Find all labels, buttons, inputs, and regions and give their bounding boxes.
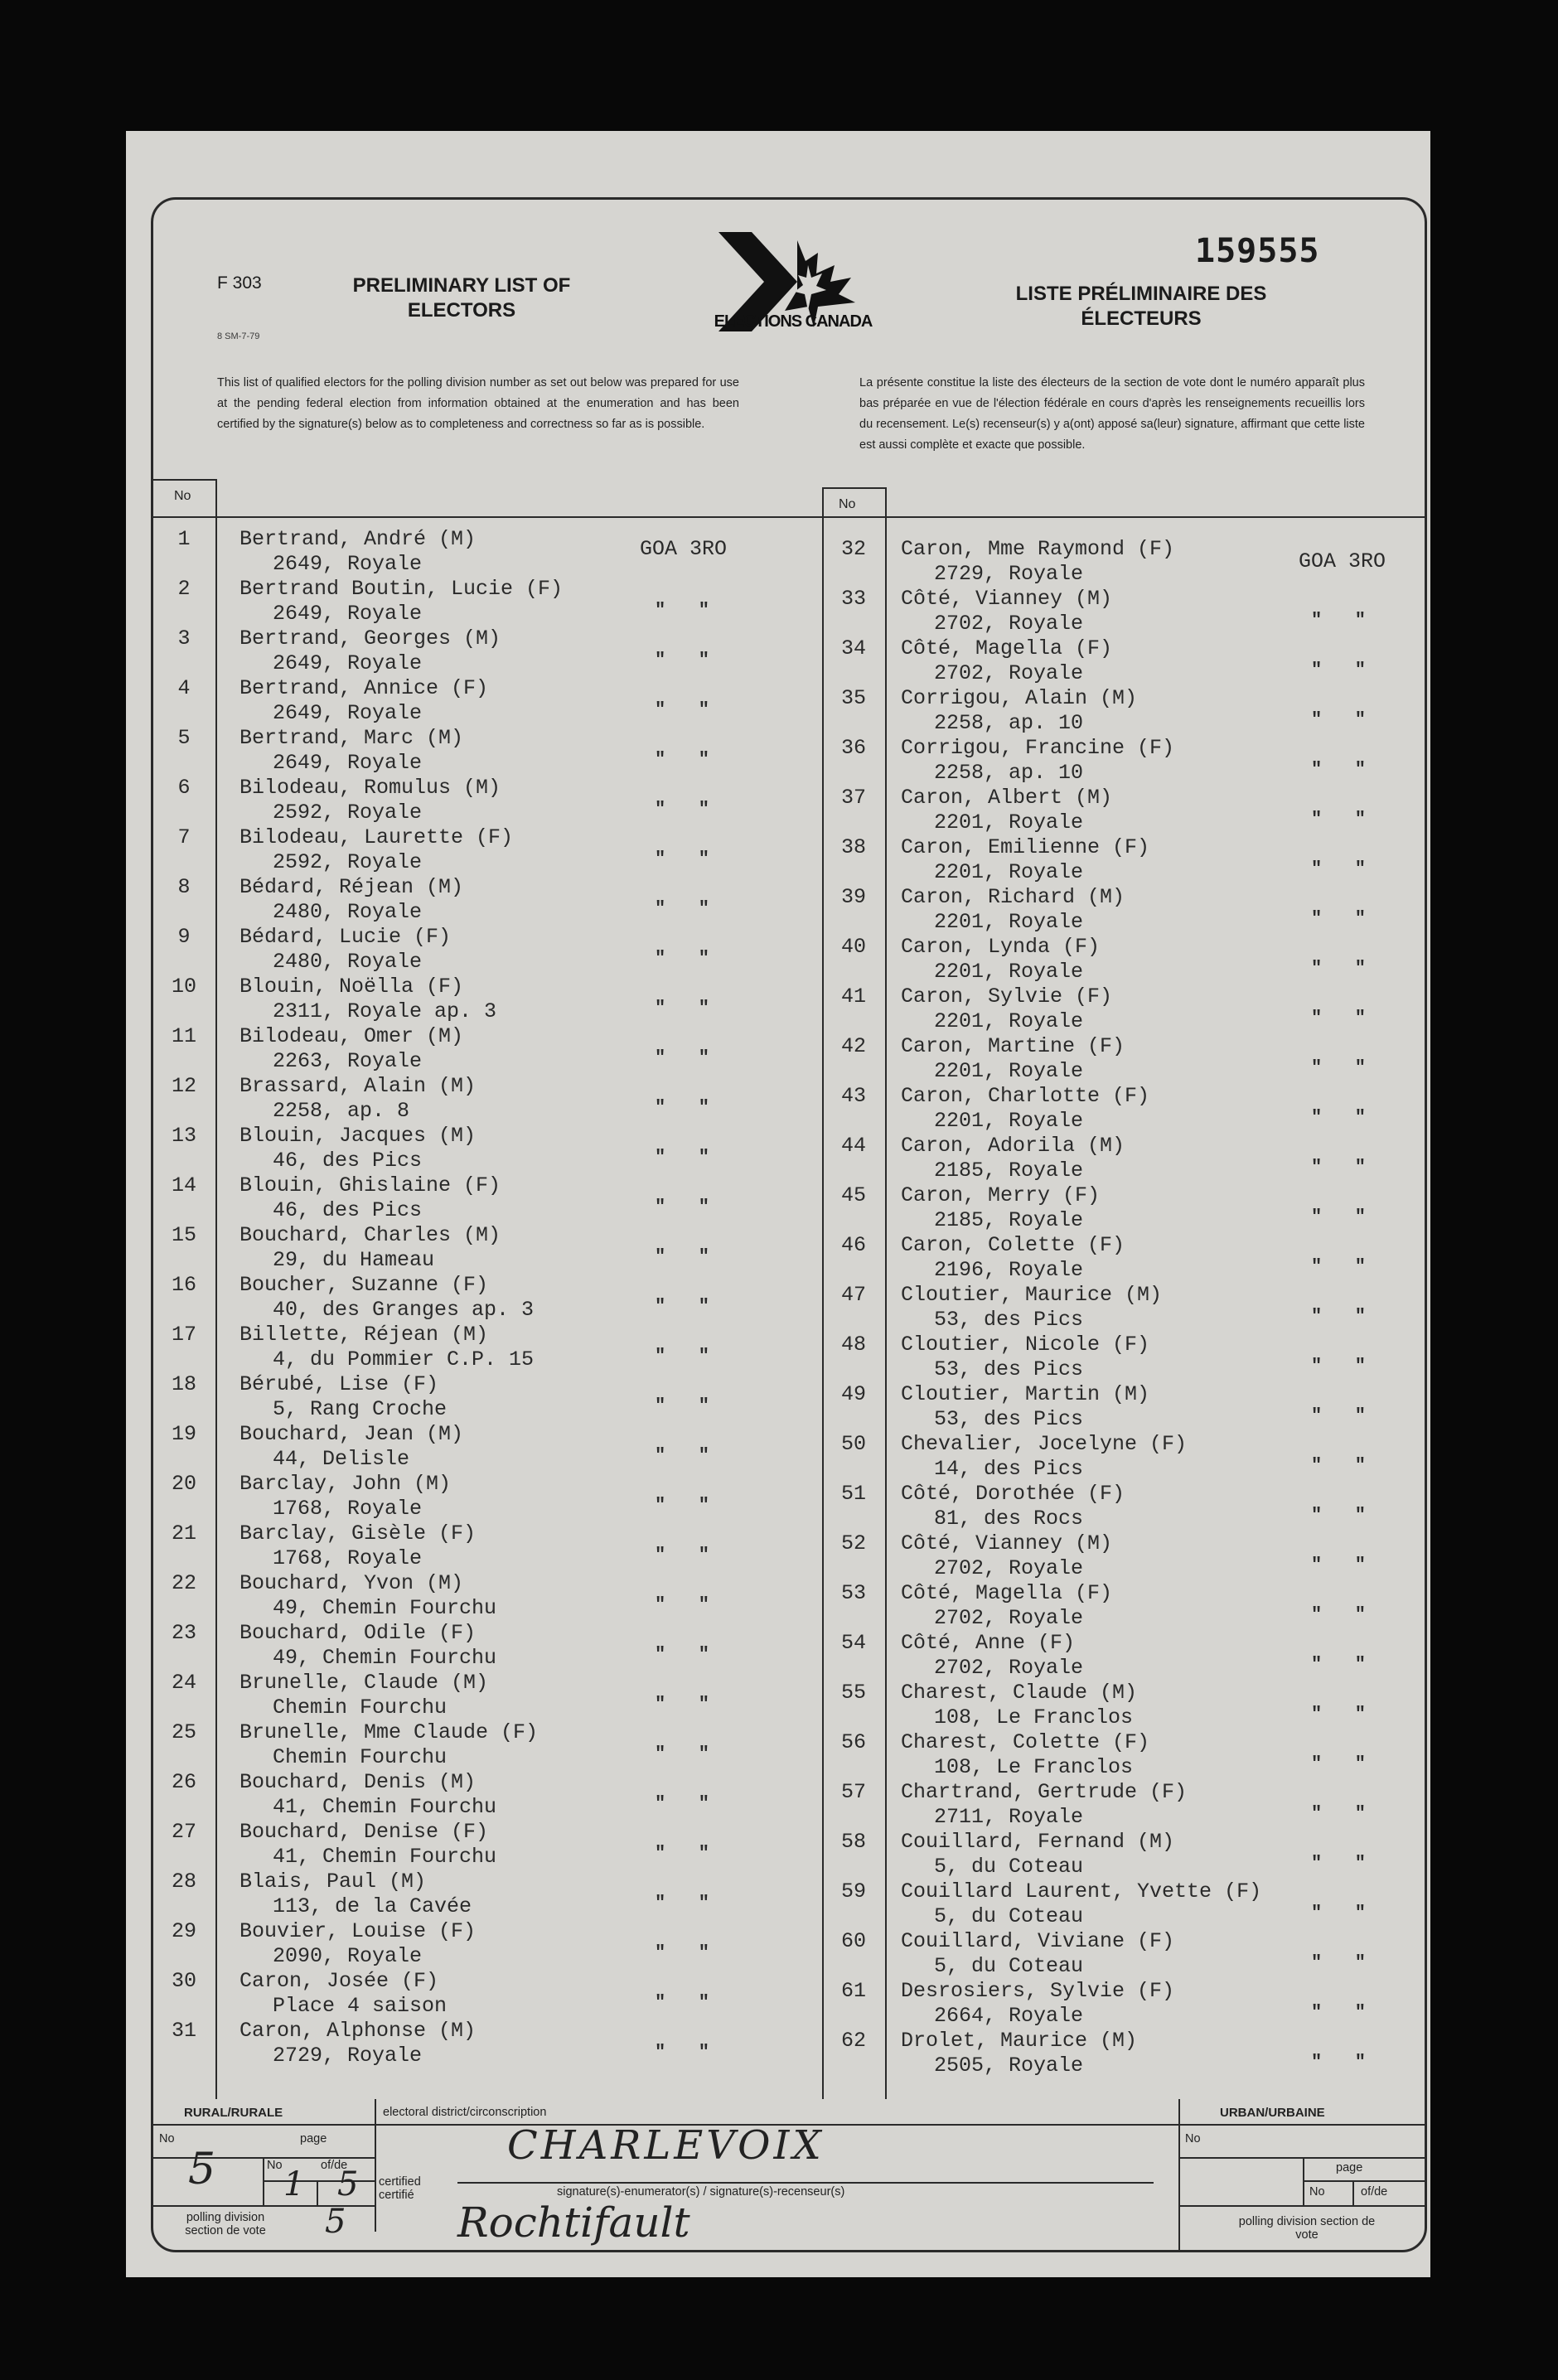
elector-number: 28 <box>171 1870 196 1894</box>
elector-name: Couillard, Fernand (M) <box>901 1830 1175 1854</box>
title-english: PRELIMINARY LIST OF ELECTORS <box>352 274 571 322</box>
ditto-mark: " " <box>655 749 710 770</box>
polling-value: 5 <box>325 2203 346 2241</box>
elector-number: 8 <box>177 875 191 899</box>
elector-name: Charest, Claude (M) <box>901 1681 1138 1705</box>
elector-address: 29, du Hameau <box>273 1248 435 1272</box>
elector-number: 57 <box>840 1780 866 1804</box>
elector-address: 2185, Royale <box>934 1208 1084 1232</box>
elector-address: 2258, ap. 10 <box>934 761 1084 785</box>
elector-name: Bertrand, Marc (M) <box>240 726 464 750</box>
elector-number: 49 <box>840 1382 866 1406</box>
elector-name: Bilodeau, Romulus (M) <box>240 776 501 800</box>
footer <box>151 2099 1427 2252</box>
elector-name: Barclay, Gisèle (F) <box>240 1521 477 1546</box>
elector-number: 33 <box>840 587 866 611</box>
elector-number: 53 <box>840 1581 866 1605</box>
elector-address: 2649, Royale <box>273 651 423 675</box>
elector-address: 2592, Royale <box>273 801 423 825</box>
ditto-mark: " " <box>655 600 710 621</box>
elector-name: Bouchard, Yvon (M) <box>240 1571 464 1595</box>
elector-name: Bertrand, Georges (M) <box>240 626 501 651</box>
elector-name: Cloutier, Nicole (F) <box>901 1333 1150 1357</box>
ditto-mark: " " <box>1311 1008 1367 1028</box>
ditto-mark: " " <box>655 1992 710 2013</box>
elector-address: 2729, Royale <box>934 562 1084 586</box>
elector-name: Bouchard, Jean (M) <box>240 1422 464 1446</box>
elector-address: Place 4 saison <box>273 1994 448 2018</box>
elector-address: 4, du Pommier C.P. 15 <box>273 1347 535 1371</box>
footer-rule <box>1352 2180 1354 2205</box>
elector-address: 49, Chemin Fourchu <box>273 1596 497 1620</box>
rural-label: RURAL/RURALE <box>184 2106 283 2120</box>
postal-code-right: GOA 3RO <box>1299 549 1386 573</box>
ditto-mark: " " <box>655 799 710 820</box>
ditto-mark: " " <box>1311 1157 1367 1178</box>
elector-name: Blouin, Jacques (M) <box>240 1124 477 1148</box>
ditto-mark: " " <box>1311 1704 1367 1725</box>
elector-number: 22 <box>171 1571 196 1595</box>
ditto-mark: " " <box>655 998 710 1018</box>
elector-address: 81, des Rocs <box>934 1507 1084 1531</box>
elector-number: 17 <box>171 1323 196 1347</box>
elector-number: 30 <box>171 1969 196 1993</box>
ditto-mark: " " <box>655 1197 710 1217</box>
ditto-mark: " " <box>655 1942 710 1963</box>
elector-number: 40 <box>840 935 866 959</box>
elector-address: 2201, Royale <box>934 810 1084 834</box>
ditto-mark: " " <box>655 1694 710 1715</box>
elector-number: 60 <box>840 1929 866 1953</box>
elector-address: 5, du Coteau <box>934 1855 1084 1879</box>
elector-address: 113, de la Cavée <box>273 1894 472 1918</box>
elector-address: 2201, Royale <box>934 1109 1084 1133</box>
urban-of-label: of/de <box>1361 2185 1388 2199</box>
elector-name: Caron, Martine (F) <box>901 1034 1125 1058</box>
elector-address: 2258, ap. 8 <box>273 1099 410 1123</box>
elector-address: 2201, Royale <box>934 860 1084 884</box>
column-header-no: No <box>174 489 191 503</box>
elector-name: Caron, Merry (F) <box>901 1183 1101 1207</box>
elector-name: Caron, Albert (M) <box>901 786 1113 810</box>
table-rule <box>822 487 824 2099</box>
elector-address: 53, des Pics <box>934 1407 1084 1431</box>
ditto-mark: " " <box>655 948 710 969</box>
elector-number: 50 <box>840 1432 866 1456</box>
ditto-mark: " " <box>655 699 710 720</box>
elector-name: Côté, Magella (F) <box>901 636 1113 660</box>
ditto-mark: " " <box>1311 709 1367 730</box>
certified-label: certified certifié <box>379 2175 421 2202</box>
ditto-mark: " " <box>655 1445 710 1466</box>
elector-address: 2649, Royale <box>273 552 423 576</box>
elector-address: 46, des Pics <box>273 1149 423 1173</box>
elector-name: Côté, Vianney (M) <box>901 587 1113 611</box>
elector-number: 48 <box>840 1333 866 1357</box>
elector-address: 2702, Royale <box>934 612 1084 636</box>
ditto-mark: " " <box>1311 1952 1367 1973</box>
urban-page-no-label: No <box>1309 2185 1325 2199</box>
form-number: F 303 <box>217 273 262 293</box>
elector-number: 25 <box>171 1720 196 1744</box>
column-header-no: No <box>839 497 856 511</box>
elector-number: 58 <box>840 1830 866 1854</box>
elector-name: Caron, Sylvie (F) <box>901 984 1113 1009</box>
ditto-mark: " " <box>655 1744 710 1764</box>
elector-name: Bouvier, Louise (F) <box>240 1919 477 1943</box>
ditto-mark: " " <box>1311 1057 1367 1078</box>
ditto-mark: " " <box>655 1147 710 1168</box>
ditto-mark: " " <box>655 1396 710 1416</box>
elector-number: 47 <box>840 1283 866 1307</box>
elector-number: 61 <box>840 1979 866 2003</box>
elector-number: 34 <box>840 636 866 660</box>
elector-name: Bouchard, Denis (M) <box>240 1770 477 1794</box>
elector-address: 2311, Royale ap. 3 <box>273 999 497 1023</box>
elector-address: 5, du Coteau <box>934 1954 1084 1978</box>
elector-number: 1 <box>177 527 191 551</box>
elector-name: Caron, Emilienne (F) <box>901 835 1150 859</box>
elector-address: Chemin Fourchu <box>273 1745 448 1769</box>
elector-name: Caron, Charlotte (F) <box>901 1084 1150 1108</box>
elector-name: Bertrand Boutin, Lucie (F) <box>240 577 564 601</box>
rural-no-value: 5 <box>188 2145 216 2194</box>
form-subcode: 8 SM-7-79 <box>217 331 260 341</box>
elector-number: 10 <box>171 975 196 999</box>
elector-name: Bédard, Réjean (M) <box>240 875 464 899</box>
page-label: page <box>300 2132 327 2145</box>
elector-address: 14, des Pics <box>934 1457 1084 1481</box>
ditto-mark: " " <box>1311 1555 1367 1575</box>
of-label: of/de <box>321 2159 348 2172</box>
title-french: LISTE PRÉLIMINAIRE DES ÉLECTEURS <box>1015 283 1267 330</box>
ditto-mark: " " <box>655 1047 710 1068</box>
ditto-mark: " " <box>1311 2052 1367 2073</box>
ditto-mark: " " <box>655 898 710 919</box>
ditto-mark: " " <box>655 1793 710 1814</box>
page-no-label: No <box>267 2159 283 2172</box>
elector-number: 3 <box>177 626 191 651</box>
ditto-mark: " " <box>1311 1356 1367 1376</box>
elector-number: 18 <box>171 1372 196 1396</box>
elector-number: 12 <box>171 1074 196 1098</box>
ditto-mark: " " <box>1311 1754 1367 1774</box>
elector-address: 1768, Royale <box>273 1546 423 1570</box>
elector-address: 49, Chemin Fourchu <box>273 1646 497 1670</box>
ditto-mark: " " <box>655 2042 710 2063</box>
elector-name: Cloutier, Martin (M) <box>901 1382 1150 1406</box>
elector-name: Côté, Vianney (M) <box>901 1531 1113 1555</box>
elector-name: Bilodeau, Laurette (F) <box>240 825 514 849</box>
elector-name: Blouin, Ghislaine (F) <box>240 1173 501 1197</box>
elector-number: 39 <box>840 885 866 909</box>
elector-name: Bédard, Lucie (F) <box>240 925 452 949</box>
elector-name: Bouchard, Charles (M) <box>240 1223 501 1247</box>
elector-number: 27 <box>171 1820 196 1844</box>
elector-address: 53, des Pics <box>934 1308 1084 1332</box>
elector-address: 2196, Royale <box>934 1258 1084 1282</box>
elector-number: 19 <box>171 1422 196 1446</box>
elector-number: 56 <box>840 1730 866 1754</box>
elector-number: 26 <box>171 1770 196 1794</box>
elector-address: 2711, Royale <box>934 1805 1084 1829</box>
ditto-mark: " " <box>1311 1505 1367 1526</box>
district-label: electoral district/circonscription <box>383 2106 547 2119</box>
elector-name: Blais, Paul (M) <box>240 1870 427 1894</box>
ditto-mark: " " <box>1311 958 1367 979</box>
elector-address: 2201, Royale <box>934 1059 1084 1083</box>
ditto-mark: " " <box>1311 1207 1367 1227</box>
elector-number: 20 <box>171 1472 196 1496</box>
elector-name: Bouchard, Odile (F) <box>240 1621 477 1645</box>
footer-rule <box>1178 2205 1427 2207</box>
elector-address: 2201, Royale <box>934 910 1084 934</box>
elector-address: 2201, Royale <box>934 1009 1084 1033</box>
elector-number: 13 <box>171 1124 196 1148</box>
elector-name: Corrigou, Alain (M) <box>901 686 1138 710</box>
elector-number: 31 <box>171 2019 196 2043</box>
elector-name: Côté, Dorothée (F) <box>901 1482 1125 1506</box>
electors-table <box>151 479 1427 2099</box>
elector-number: 9 <box>177 925 191 949</box>
elector-address: 2480, Royale <box>273 950 423 974</box>
logo-wordmark: ELECTIONS CANADA <box>714 312 873 331</box>
elector-name: Cloutier, Maurice (M) <box>901 1283 1163 1307</box>
ditto-mark: " " <box>655 1893 710 1913</box>
elector-number: 36 <box>840 736 866 760</box>
urban-polling-label: polling division section de vote <box>1238 2215 1376 2242</box>
elector-address: 2729, Royale <box>273 2044 423 2068</box>
ditto-mark: " " <box>655 1545 710 1565</box>
elector-name: Boucher, Suzanne (F) <box>240 1273 489 1297</box>
signature-label: signature(s)-enumerator(s) / signature(s)-recenseur(s) <box>557 2185 845 2199</box>
elector-number: 4 <box>177 676 191 700</box>
ditto-mark: " " <box>655 1594 710 1615</box>
table-rule <box>822 487 885 489</box>
elector-address: 5, Rang Croche <box>273 1397 448 1421</box>
ditto-mark: " " <box>1311 1853 1367 1874</box>
elector-address: 2702, Royale <box>934 1606 1084 1630</box>
elector-number: 52 <box>840 1531 866 1555</box>
elector-name: Barclay, John (M) <box>240 1472 452 1496</box>
elector-number: 35 <box>840 686 866 710</box>
ditto-mark: " " <box>1311 1604 1367 1625</box>
intro-english: This list of qualified electors for the polling division number as set out below was prepared for use at the pending federal election from information obtained at the enumeration and has been certified by the signature(s) below as to completeness and correctness so far as is possible. <box>217 376 739 431</box>
elector-name: Desrosiers, Sylvie (F) <box>901 1979 1175 2003</box>
ditto-mark: " " <box>655 1843 710 1864</box>
elector-name: Brunelle, Mme Claude (F) <box>240 1720 539 1744</box>
elector-number: 5 <box>177 726 191 750</box>
ditto-mark: " " <box>1311 2002 1367 2023</box>
table-rule <box>151 479 217 481</box>
postal-code-left: GOA 3RO <box>640 537 728 561</box>
page-no-value: 1 <box>283 2165 305 2203</box>
elector-name: Charest, Colette (F) <box>901 1730 1150 1754</box>
elector-address: 2702, Royale <box>934 1556 1084 1580</box>
elector-address: 46, des Pics <box>273 1198 423 1222</box>
elector-name: Bilodeau, Omer (M) <box>240 1024 464 1048</box>
urban-page-label: page <box>1336 2161 1363 2174</box>
elector-number: 54 <box>840 1631 866 1655</box>
elector-name: Caron, Mme Raymond (F) <box>901 537 1175 561</box>
ditto-mark: " " <box>1311 660 1367 680</box>
ditto-mark: " " <box>1311 1903 1367 1923</box>
ditto-mark: " " <box>1311 908 1367 929</box>
elector-address: 41, Chemin Fourchu <box>273 1845 497 1869</box>
ditto-mark: " " <box>1311 859 1367 879</box>
elector-name: Bertrand, André (M) <box>240 527 477 551</box>
elector-name: Brassard, Alain (M) <box>240 1074 477 1098</box>
urban-no-label: No <box>1185 2132 1201 2145</box>
elector-number: 15 <box>171 1223 196 1247</box>
ditto-mark: " " <box>1311 1455 1367 1476</box>
elector-number: 37 <box>840 786 866 810</box>
elector-number: 24 <box>171 1671 196 1695</box>
elector-address: 1768, Royale <box>273 1497 423 1521</box>
elector-address: 2258, ap. 10 <box>934 711 1084 735</box>
elector-address: 2649, Royale <box>273 602 423 626</box>
elector-number: 38 <box>840 835 866 859</box>
elector-name: Bérubé, Lise (F) <box>240 1372 439 1396</box>
footer-rule <box>1303 2180 1427 2182</box>
table-rule <box>885 487 887 2099</box>
elector-address: 2505, Royale <box>934 2053 1084 2078</box>
urban-label: URBAN/URBAINE <box>1220 2106 1325 2120</box>
serial-number: 159555 <box>1195 232 1320 270</box>
elector-name: Bouchard, Denise (F) <box>240 1820 489 1844</box>
footer-rule <box>375 2099 376 2232</box>
ditto-mark: " " <box>1311 1256 1367 1277</box>
ditto-mark: " " <box>1311 610 1367 631</box>
elector-number: 59 <box>840 1879 866 1904</box>
elector-number: 23 <box>171 1621 196 1645</box>
elector-address: 2201, Royale <box>934 960 1084 984</box>
elector-address: 41, Chemin Fourchu <box>273 1795 497 1819</box>
ditto-mark: " " <box>655 1296 710 1317</box>
elector-address: 2090, Royale <box>273 1944 423 1968</box>
elector-name: Caron, Lynda (F) <box>901 935 1101 959</box>
elector-name: Caron, Colette (F) <box>901 1233 1125 1257</box>
elector-address: 2649, Royale <box>273 751 423 775</box>
elector-number: 11 <box>171 1024 196 1048</box>
elector-name: Drolet, Maurice (M) <box>901 2029 1138 2053</box>
elector-name: Côté, Anne (F) <box>901 1631 1076 1655</box>
elector-address: 5, du Coteau <box>934 1904 1084 1928</box>
ditto-mark: " " <box>655 1644 710 1665</box>
elector-address: 2480, Royale <box>273 900 423 924</box>
elector-name: Caron, Adorila (M) <box>901 1134 1125 1158</box>
ditto-mark: " " <box>655 1346 710 1367</box>
elector-number: 43 <box>840 1084 866 1108</box>
intro-french: La présente constitue la liste des électeurs de la section de vote dont le numéro apparaît plus bas préparée en vue de l'élection fédérale en cours d'après les renseignements recueillis lors du recensement. Le(s) recenseur(s) y a(ont) apposé sa(leur) signature, affirmant que cette liste est aussi complète et exacte que possible. <box>859 376 1365 452</box>
elector-address: 2702, Royale <box>934 1656 1084 1680</box>
elector-number: 51 <box>840 1482 866 1506</box>
ditto-mark: " " <box>1311 1803 1367 1824</box>
elector-name: Caron, Josée (F) <box>240 1969 439 1993</box>
elector-address: 2592, Royale <box>273 850 423 874</box>
elector-address: 108, Le Franclos <box>934 1705 1134 1729</box>
table-rule <box>151 516 1427 518</box>
elector-number: 29 <box>171 1919 196 1943</box>
elector-name: Chartrand, Gertrude (F) <box>901 1780 1188 1804</box>
elector-name: Couillard Laurent, Yvette (F) <box>901 1879 1262 1904</box>
enumerator-signature: Rochtifault <box>457 2199 690 2247</box>
elector-name: Bertrand, Annice (F) <box>240 676 489 700</box>
ditto-mark: " " <box>655 1097 710 1118</box>
elector-name: Blouin, Noëlla (F) <box>240 975 464 999</box>
footer-rule <box>317 2180 318 2205</box>
ditto-mark: " " <box>1311 809 1367 830</box>
ditto-mark: " " <box>655 1246 710 1267</box>
elector-name: Côté, Magella (F) <box>901 1581 1113 1605</box>
elector-number: 44 <box>840 1134 866 1158</box>
elector-number: 41 <box>840 984 866 1009</box>
ditto-mark: " " <box>1311 1107 1367 1128</box>
elector-address: 2664, Royale <box>934 2004 1084 2028</box>
elector-number: 32 <box>840 537 866 561</box>
elector-number: 2 <box>177 577 191 601</box>
elector-number: 14 <box>171 1173 196 1197</box>
elector-number: 55 <box>840 1681 866 1705</box>
page-of-value: 5 <box>337 2165 359 2203</box>
elector-address: 53, des Pics <box>934 1357 1084 1381</box>
elector-name: Caron, Alphonse (M) <box>240 2019 477 2043</box>
ditto-mark: " " <box>655 650 710 670</box>
elector-number: 7 <box>177 825 191 849</box>
elector-address: 2649, Royale <box>273 701 423 725</box>
elector-name: Billette, Réjean (M) <box>240 1323 489 1347</box>
elector-address: 2185, Royale <box>934 1159 1084 1183</box>
elector-name: Couillard, Viviane (F) <box>901 1929 1175 1953</box>
elector-number: 45 <box>840 1183 866 1207</box>
polling-label: polling division section de vote <box>185 2211 266 2237</box>
footer-rule <box>1178 2099 1180 2252</box>
elector-address: 2263, Royale <box>273 1049 423 1073</box>
elector-name: Brunelle, Claude (M) <box>240 1671 489 1695</box>
ditto-mark: " " <box>655 849 710 869</box>
elector-address: 108, Le Franclos <box>934 1755 1134 1779</box>
elector-address: 44, Delisle <box>273 1447 410 1471</box>
elector-number: 21 <box>171 1521 196 1546</box>
elector-number: 42 <box>840 1034 866 1058</box>
elector-address: 40, des Granges ap. 3 <box>273 1298 535 1322</box>
elector-name: Chevalier, Jocelyne (F) <box>901 1432 1188 1456</box>
signature-line <box>457 2182 1154 2184</box>
elector-address: 2702, Royale <box>934 661 1084 685</box>
elector-number: 16 <box>171 1273 196 1297</box>
ditto-mark: " " <box>1311 1654 1367 1675</box>
elector-number: 62 <box>840 2029 866 2053</box>
elector-name: Caron, Richard (M) <box>901 885 1125 909</box>
ditto-mark: " " <box>1311 1306 1367 1327</box>
elector-number: 6 <box>177 776 191 800</box>
electors-list-form <box>126 131 1430 2277</box>
elector-number: 46 <box>840 1233 866 1257</box>
district-value: CHARLEVOIX <box>507 2122 825 2169</box>
table-rule <box>215 479 217 2099</box>
rural-no-label: No <box>159 2132 175 2145</box>
ditto-mark: " " <box>655 1495 710 1516</box>
elector-name: Corrigou, Francine (F) <box>901 736 1175 760</box>
ditto-mark: " " <box>1311 759 1367 780</box>
elector-address: Chemin Fourchu <box>273 1696 448 1720</box>
ditto-mark: " " <box>1311 1405 1367 1426</box>
